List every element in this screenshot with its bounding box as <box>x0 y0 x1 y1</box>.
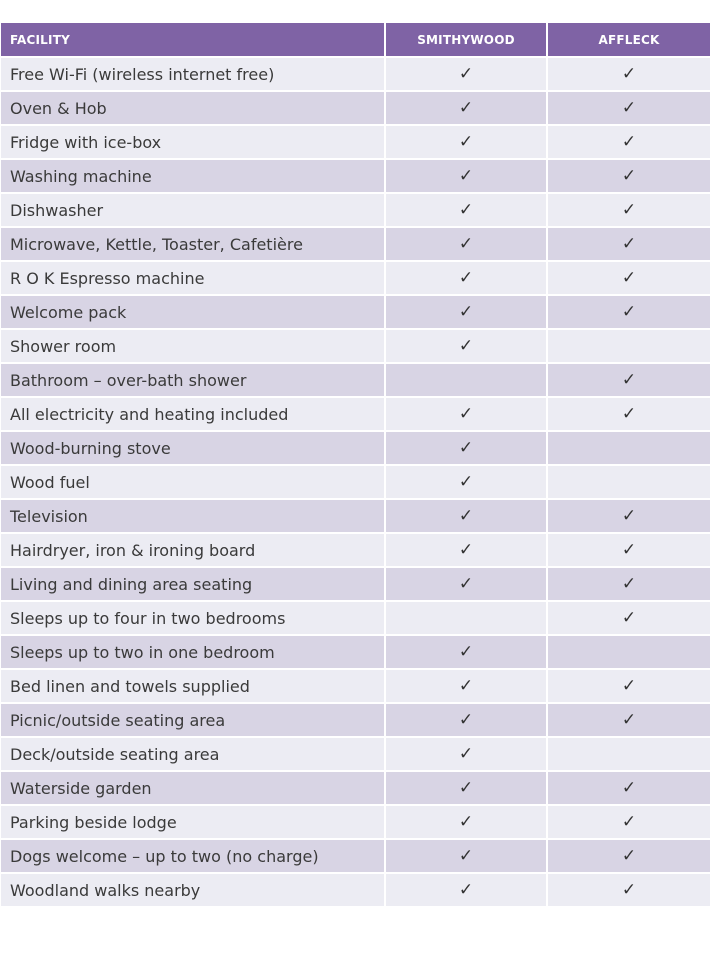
table-row <box>1 262 710 296</box>
affleck-check-icon: ✓ <box>548 92 710 126</box>
table-row <box>1 126 710 160</box>
facility-label: Free Wi-Fi (wireless internet free) <box>1 58 386 92</box>
table-row <box>1 772 710 806</box>
table-row <box>1 228 710 262</box>
affleck-check-icon: ✓ <box>548 160 710 194</box>
facilities-table <box>1 23 710 908</box>
facility-label: Dogs welcome – up to two (no charge) <box>1 840 386 874</box>
facility-label: Dishwasher <box>1 194 386 228</box>
table-row <box>1 534 710 568</box>
affleck-check-icon: ✓ <box>548 568 710 602</box>
facility-label: Living and dining area seating <box>1 568 386 602</box>
smithywood-check-icon: ✓ <box>386 840 548 874</box>
smithywood-check-icon: ✓ <box>386 58 548 92</box>
facility-label: Hairdryer, iron & ironing board <box>1 534 386 568</box>
table-row <box>1 738 710 772</box>
header-facility: FACILITY <box>1 23 386 58</box>
smithywood-check-icon: ✓ <box>386 704 548 738</box>
smithywood-check-icon: ✓ <box>386 806 548 840</box>
affleck-check-icon: ✓ <box>548 500 710 534</box>
facility-label: Oven & Hob <box>1 92 386 126</box>
affleck-check-icon: ✓ <box>548 262 710 296</box>
affleck-check-icon: ✓ <box>548 772 710 806</box>
header-affleck: AFFLECK <box>548 23 710 58</box>
affleck-check-icon: ✓ <box>548 364 710 398</box>
facility-label: Deck/outside seating area <box>1 738 386 772</box>
smithywood-check-icon: ✓ <box>386 636 548 670</box>
smithywood-check-icon: ✓ <box>386 568 548 602</box>
facility-label: Bed linen and towels supplied <box>1 670 386 704</box>
table-row <box>1 874 710 908</box>
affleck-check-icon: ✓ <box>548 704 710 738</box>
table-row <box>1 330 710 364</box>
table-row <box>1 398 710 432</box>
smithywood-check-icon: ✓ <box>386 194 548 228</box>
smithywood-check-icon: ✓ <box>386 296 548 330</box>
table-row <box>1 194 710 228</box>
affleck-check-icon <box>548 738 710 772</box>
smithywood-check-icon: ✓ <box>386 500 548 534</box>
smithywood-check-icon: ✓ <box>386 466 548 500</box>
smithywood-check-icon <box>386 364 548 398</box>
smithywood-check-icon: ✓ <box>386 772 548 806</box>
table-row <box>1 602 710 636</box>
facility-label: Woodland walks nearby <box>1 874 386 908</box>
smithywood-check-icon: ✓ <box>386 228 548 262</box>
facility-label: Television <box>1 500 386 534</box>
smithywood-check-icon: ✓ <box>386 262 548 296</box>
table-row <box>1 432 710 466</box>
table-row <box>1 704 710 738</box>
facility-label: Washing machine <box>1 160 386 194</box>
table-row <box>1 160 710 194</box>
facility-label: Sleeps up to two in one bedroom <box>1 636 386 670</box>
affleck-check-icon: ✓ <box>548 398 710 432</box>
affleck-check-icon <box>548 636 710 670</box>
table-header-row <box>1 23 710 58</box>
facility-label: Bathroom – over-bath shower <box>1 364 386 398</box>
affleck-check-icon: ✓ <box>548 194 710 228</box>
facility-label: Fridge with ice-box <box>1 126 386 160</box>
facility-label: Shower room <box>1 330 386 364</box>
header-smithywood: SMITHYWOOD <box>386 23 548 58</box>
smithywood-check-icon: ✓ <box>386 92 548 126</box>
affleck-check-icon <box>548 330 710 364</box>
facility-label: All electricity and heating included <box>1 398 386 432</box>
smithywood-check-icon: ✓ <box>386 534 548 568</box>
facility-label: Microwave, Kettle, Toaster, Cafetière <box>1 228 386 262</box>
affleck-check-icon: ✓ <box>548 58 710 92</box>
affleck-check-icon <box>548 432 710 466</box>
table-row <box>1 806 710 840</box>
facility-label: R O K Espresso machine <box>1 262 386 296</box>
facility-label: Parking beside lodge <box>1 806 386 840</box>
smithywood-check-icon: ✓ <box>386 670 548 704</box>
table-row <box>1 670 710 704</box>
smithywood-check-icon: ✓ <box>386 330 548 364</box>
affleck-check-icon: ✓ <box>548 840 710 874</box>
table-row <box>1 58 710 92</box>
affleck-check-icon: ✓ <box>548 126 710 160</box>
table-row <box>1 500 710 534</box>
table-row <box>1 296 710 330</box>
facility-label: Wood fuel <box>1 466 386 500</box>
affleck-check-icon: ✓ <box>548 602 710 636</box>
affleck-check-icon <box>548 466 710 500</box>
facility-label: Wood-burning stove <box>1 432 386 466</box>
smithywood-check-icon: ✓ <box>386 126 548 160</box>
facility-label: Waterside garden <box>1 772 386 806</box>
affleck-check-icon: ✓ <box>548 874 710 908</box>
smithywood-check-icon: ✓ <box>386 398 548 432</box>
affleck-check-icon: ✓ <box>548 534 710 568</box>
affleck-check-icon: ✓ <box>548 806 710 840</box>
table-row <box>1 364 710 398</box>
table-row <box>1 636 710 670</box>
facility-label: Welcome pack <box>1 296 386 330</box>
facility-label: Picnic/outside seating area <box>1 704 386 738</box>
smithywood-check-icon <box>386 602 548 636</box>
affleck-check-icon: ✓ <box>548 228 710 262</box>
affleck-check-icon: ✓ <box>548 670 710 704</box>
facility-label: Sleeps up to four in two bedrooms <box>1 602 386 636</box>
smithywood-check-icon: ✓ <box>386 738 548 772</box>
smithywood-check-icon: ✓ <box>386 432 548 466</box>
table-row <box>1 466 710 500</box>
table-row <box>1 568 710 602</box>
smithywood-check-icon: ✓ <box>386 160 548 194</box>
table-row <box>1 840 710 874</box>
affleck-check-icon: ✓ <box>548 296 710 330</box>
table-row <box>1 92 710 126</box>
smithywood-check-icon: ✓ <box>386 874 548 908</box>
